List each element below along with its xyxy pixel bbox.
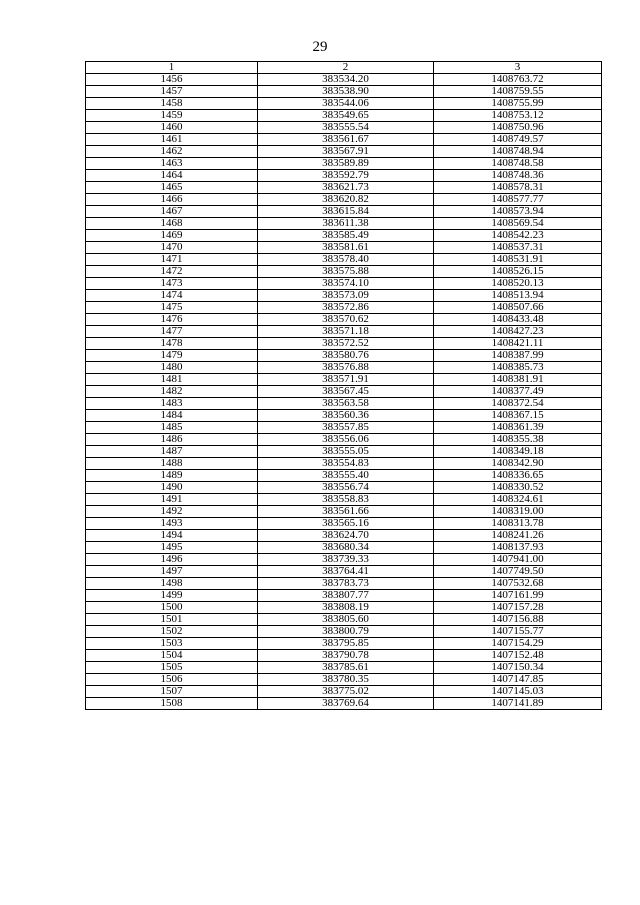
x-coordinate-cell: 383571.91 bbox=[258, 374, 434, 386]
point-number-cell: 1482 bbox=[86, 386, 258, 398]
coordinates-table bbox=[85, 61, 602, 710]
table-row bbox=[86, 146, 602, 158]
point-number-cell: 1483 bbox=[86, 398, 258, 410]
y-coordinate-cell: 1408361.39 bbox=[434, 422, 602, 434]
point-number-cell: 1505 bbox=[86, 662, 258, 674]
x-coordinate-cell: 383592.79 bbox=[258, 170, 434, 182]
x-coordinate-cell: 383578.40 bbox=[258, 254, 434, 266]
point-number-cell: 1474 bbox=[86, 290, 258, 302]
y-coordinate-cell: 1407154.29 bbox=[434, 638, 602, 650]
table-header-row bbox=[86, 62, 602, 74]
point-number-cell: 1458 bbox=[86, 98, 258, 110]
y-coordinate-cell: 1408372.54 bbox=[434, 398, 602, 410]
table-row bbox=[86, 362, 602, 374]
table-row bbox=[86, 578, 602, 590]
point-number-cell: 1465 bbox=[86, 182, 258, 194]
x-coordinate-cell: 383785.61 bbox=[258, 662, 434, 674]
table-row bbox=[86, 98, 602, 110]
table-row bbox=[86, 194, 602, 206]
page-number: 29 bbox=[312, 39, 328, 55]
x-coordinate-cell: 383807.77 bbox=[258, 590, 434, 602]
y-coordinate-cell: 1408755.99 bbox=[434, 98, 602, 110]
point-number-cell: 1466 bbox=[86, 194, 258, 206]
x-coordinate-cell: 383567.45 bbox=[258, 386, 434, 398]
x-coordinate-cell: 383808.19 bbox=[258, 602, 434, 614]
x-coordinate-cell: 383780.35 bbox=[258, 674, 434, 686]
y-coordinate-cell: 1408748.36 bbox=[434, 170, 602, 182]
table-row bbox=[86, 434, 602, 446]
y-coordinate-cell: 1408753.12 bbox=[434, 110, 602, 122]
y-coordinate-cell: 1407152.48 bbox=[434, 650, 602, 662]
table-row bbox=[86, 482, 602, 494]
table-row bbox=[86, 218, 602, 230]
table-row bbox=[86, 602, 602, 614]
point-number-cell: 1502 bbox=[86, 626, 258, 638]
y-coordinate-cell: 1408137.93 bbox=[434, 542, 602, 554]
table-row bbox=[86, 662, 602, 674]
y-coordinate-cell: 1408367.15 bbox=[434, 410, 602, 422]
table-body bbox=[86, 74, 602, 710]
point-number-cell: 1462 bbox=[86, 146, 258, 158]
point-number-cell: 1472 bbox=[86, 266, 258, 278]
x-coordinate-cell: 383800.79 bbox=[258, 626, 434, 638]
x-coordinate-cell: 383764.41 bbox=[258, 566, 434, 578]
y-coordinate-cell: 1408433.48 bbox=[434, 314, 602, 326]
point-number-cell: 1487 bbox=[86, 446, 258, 458]
table-row bbox=[86, 230, 602, 242]
table-row bbox=[86, 242, 602, 254]
point-number-cell: 1480 bbox=[86, 362, 258, 374]
x-coordinate-cell: 383611.38 bbox=[258, 218, 434, 230]
x-coordinate-cell: 383621.73 bbox=[258, 182, 434, 194]
y-coordinate-cell: 1408573.94 bbox=[434, 206, 602, 218]
table-row bbox=[86, 110, 602, 122]
x-coordinate-cell: 383572.86 bbox=[258, 302, 434, 314]
table-row bbox=[86, 386, 602, 398]
y-coordinate-cell: 1408377.49 bbox=[434, 386, 602, 398]
y-coordinate-cell: 1408569.54 bbox=[434, 218, 602, 230]
y-coordinate-cell: 1407749.50 bbox=[434, 566, 602, 578]
x-coordinate-cell: 383795.85 bbox=[258, 638, 434, 650]
x-coordinate-cell: 383680.34 bbox=[258, 542, 434, 554]
y-coordinate-cell: 1408759.55 bbox=[434, 86, 602, 98]
table-row bbox=[86, 314, 602, 326]
point-number-cell: 1461 bbox=[86, 134, 258, 146]
y-coordinate-cell: 1408381.91 bbox=[434, 374, 602, 386]
table-row bbox=[86, 374, 602, 386]
y-coordinate-cell: 1407155.77 bbox=[434, 626, 602, 638]
point-number-cell: 1464 bbox=[86, 170, 258, 182]
x-coordinate-cell: 383783.73 bbox=[258, 578, 434, 590]
point-number-cell: 1459 bbox=[86, 110, 258, 122]
y-coordinate-cell: 1408749.57 bbox=[434, 134, 602, 146]
y-coordinate-cell: 1407150.34 bbox=[434, 662, 602, 674]
x-coordinate-cell: 383580.76 bbox=[258, 350, 434, 362]
y-coordinate-cell: 1408355.38 bbox=[434, 434, 602, 446]
y-coordinate-cell: 1408537.31 bbox=[434, 242, 602, 254]
x-coordinate-cell: 383563.58 bbox=[258, 398, 434, 410]
table-row bbox=[86, 338, 602, 350]
x-coordinate-cell: 383620.82 bbox=[258, 194, 434, 206]
x-coordinate-cell: 383567.91 bbox=[258, 146, 434, 158]
table-row bbox=[86, 410, 602, 422]
point-number-cell: 1504 bbox=[86, 650, 258, 662]
y-coordinate-cell: 1408342.90 bbox=[434, 458, 602, 470]
x-coordinate-cell: 383573.09 bbox=[258, 290, 434, 302]
point-number-cell: 1485 bbox=[86, 422, 258, 434]
y-coordinate-cell: 1408542.23 bbox=[434, 230, 602, 242]
x-coordinate-cell: 383544.06 bbox=[258, 98, 434, 110]
table-row bbox=[86, 398, 602, 410]
y-coordinate-cell: 1408313.78 bbox=[434, 518, 602, 530]
x-coordinate-cell: 383555.54 bbox=[258, 122, 434, 134]
y-coordinate-cell: 1407156.88 bbox=[434, 614, 602, 626]
point-number-cell: 1477 bbox=[86, 326, 258, 338]
x-coordinate-cell: 383538.90 bbox=[258, 86, 434, 98]
table-row bbox=[86, 590, 602, 602]
table-row bbox=[86, 674, 602, 686]
y-coordinate-cell: 1407941.00 bbox=[434, 554, 602, 566]
point-number-cell: 1479 bbox=[86, 350, 258, 362]
y-coordinate-cell: 1408531.91 bbox=[434, 254, 602, 266]
point-number-cell: 1494 bbox=[86, 530, 258, 542]
point-number-cell: 1457 bbox=[86, 86, 258, 98]
table-row bbox=[86, 158, 602, 170]
table-row bbox=[86, 122, 602, 134]
point-number-cell: 1478 bbox=[86, 338, 258, 350]
y-coordinate-cell: 1408427.23 bbox=[434, 326, 602, 338]
x-coordinate-cell: 383739.33 bbox=[258, 554, 434, 566]
table-row bbox=[86, 206, 602, 218]
x-coordinate-cell: 383560.36 bbox=[258, 410, 434, 422]
y-coordinate-cell: 1407161.99 bbox=[434, 590, 602, 602]
x-coordinate-cell: 383555.05 bbox=[258, 446, 434, 458]
y-coordinate-cell: 1408507.66 bbox=[434, 302, 602, 314]
table-row bbox=[86, 506, 602, 518]
x-coordinate-cell: 383561.67 bbox=[258, 134, 434, 146]
y-coordinate-cell: 1408520.13 bbox=[434, 278, 602, 290]
point-number-cell: 1476 bbox=[86, 314, 258, 326]
point-number-cell: 1495 bbox=[86, 542, 258, 554]
point-number-cell: 1496 bbox=[86, 554, 258, 566]
point-number-cell: 1507 bbox=[86, 686, 258, 698]
x-coordinate-cell: 383805.60 bbox=[258, 614, 434, 626]
table-row bbox=[86, 74, 602, 86]
table-row bbox=[86, 254, 602, 266]
x-coordinate-cell: 383558.83 bbox=[258, 494, 434, 506]
point-number-cell: 1488 bbox=[86, 458, 258, 470]
x-coordinate-cell: 383589.89 bbox=[258, 158, 434, 170]
point-number-cell: 1506 bbox=[86, 674, 258, 686]
table-row bbox=[86, 698, 602, 710]
y-coordinate-cell: 1408513.94 bbox=[434, 290, 602, 302]
y-coordinate-cell: 1408578.31 bbox=[434, 182, 602, 194]
x-coordinate-cell: 383775.02 bbox=[258, 686, 434, 698]
point-number-cell: 1491 bbox=[86, 494, 258, 506]
x-coordinate-cell: 383790.78 bbox=[258, 650, 434, 662]
x-coordinate-cell: 383585.49 bbox=[258, 230, 434, 242]
point-number-cell: 1486 bbox=[86, 434, 258, 446]
x-coordinate-cell: 383534.20 bbox=[258, 74, 434, 86]
point-number-cell: 1499 bbox=[86, 590, 258, 602]
point-number-cell: 1471 bbox=[86, 254, 258, 266]
table-row bbox=[86, 566, 602, 578]
point-number-cell: 1463 bbox=[86, 158, 258, 170]
x-coordinate-cell: 383554.83 bbox=[258, 458, 434, 470]
y-coordinate-cell: 1408387.99 bbox=[434, 350, 602, 362]
table-row bbox=[86, 458, 602, 470]
point-number-cell: 1503 bbox=[86, 638, 258, 650]
x-coordinate-cell: 383561.66 bbox=[258, 506, 434, 518]
y-coordinate-cell: 1408241.26 bbox=[434, 530, 602, 542]
table-row bbox=[86, 470, 602, 482]
table-row bbox=[86, 530, 602, 542]
table-row bbox=[86, 614, 602, 626]
y-coordinate-cell: 1407147.85 bbox=[434, 674, 602, 686]
point-number-cell: 1497 bbox=[86, 566, 258, 578]
x-coordinate-cell: 383572.52 bbox=[258, 338, 434, 350]
y-coordinate-cell: 1408748.94 bbox=[434, 146, 602, 158]
x-coordinate-cell: 383555.40 bbox=[258, 470, 434, 482]
x-coordinate-cell: 383615.84 bbox=[258, 206, 434, 218]
table-row bbox=[86, 134, 602, 146]
point-number-cell: 1484 bbox=[86, 410, 258, 422]
table-row bbox=[86, 626, 602, 638]
point-number-cell: 1456 bbox=[86, 74, 258, 86]
x-coordinate-cell: 383576.88 bbox=[258, 362, 434, 374]
y-coordinate-cell: 1408526.15 bbox=[434, 266, 602, 278]
table-row bbox=[86, 686, 602, 698]
point-number-cell: 1470 bbox=[86, 242, 258, 254]
point-number-cell: 1492 bbox=[86, 506, 258, 518]
point-number-cell: 1489 bbox=[86, 470, 258, 482]
x-coordinate-cell: 383575.88 bbox=[258, 266, 434, 278]
y-coordinate-cell: 1408349.18 bbox=[434, 446, 602, 458]
table-row bbox=[86, 266, 602, 278]
y-coordinate-cell: 1408763.72 bbox=[434, 74, 602, 86]
table-row bbox=[86, 86, 602, 98]
y-coordinate-cell: 1408324.61 bbox=[434, 494, 602, 506]
column-header-3: 3 bbox=[434, 62, 602, 74]
table-row bbox=[86, 302, 602, 314]
x-coordinate-cell: 383769.64 bbox=[258, 698, 434, 710]
point-number-cell: 1475 bbox=[86, 302, 258, 314]
y-coordinate-cell: 1408385.73 bbox=[434, 362, 602, 374]
table-row bbox=[86, 542, 602, 554]
point-number-cell: 1490 bbox=[86, 482, 258, 494]
table-row bbox=[86, 170, 602, 182]
point-number-cell: 1481 bbox=[86, 374, 258, 386]
y-coordinate-cell: 1407157.28 bbox=[434, 602, 602, 614]
point-number-cell: 1469 bbox=[86, 230, 258, 242]
point-number-cell: 1460 bbox=[86, 122, 258, 134]
table-row bbox=[86, 650, 602, 662]
x-coordinate-cell: 383565.16 bbox=[258, 518, 434, 530]
x-coordinate-cell: 383574.10 bbox=[258, 278, 434, 290]
table-row bbox=[86, 494, 602, 506]
point-number-cell: 1473 bbox=[86, 278, 258, 290]
x-coordinate-cell: 383556.74 bbox=[258, 482, 434, 494]
y-coordinate-cell: 1408319.00 bbox=[434, 506, 602, 518]
table-row bbox=[86, 446, 602, 458]
x-coordinate-cell: 383557.85 bbox=[258, 422, 434, 434]
y-coordinate-cell: 1408330.52 bbox=[434, 482, 602, 494]
table-row bbox=[86, 518, 602, 530]
table-row bbox=[86, 422, 602, 434]
x-coordinate-cell: 383581.61 bbox=[258, 242, 434, 254]
column-header-1: 1 bbox=[86, 62, 258, 74]
x-coordinate-cell: 383624.70 bbox=[258, 530, 434, 542]
y-coordinate-cell: 1408421.11 bbox=[434, 338, 602, 350]
table-row bbox=[86, 182, 602, 194]
table-row bbox=[86, 350, 602, 362]
point-number-cell: 1498 bbox=[86, 578, 258, 590]
y-coordinate-cell: 1407145.03 bbox=[434, 686, 602, 698]
y-coordinate-cell: 1408750.96 bbox=[434, 122, 602, 134]
y-coordinate-cell: 1407141.89 bbox=[434, 698, 602, 710]
table-row bbox=[86, 278, 602, 290]
y-coordinate-cell: 1408336.65 bbox=[434, 470, 602, 482]
point-number-cell: 1501 bbox=[86, 614, 258, 626]
table-row bbox=[86, 554, 602, 566]
point-number-cell: 1467 bbox=[86, 206, 258, 218]
x-coordinate-cell: 383570.62 bbox=[258, 314, 434, 326]
y-coordinate-cell: 1407532.68 bbox=[434, 578, 602, 590]
x-coordinate-cell: 383556.06 bbox=[258, 434, 434, 446]
point-number-cell: 1493 bbox=[86, 518, 258, 530]
y-coordinate-cell: 1408577.77 bbox=[434, 194, 602, 206]
table-row bbox=[86, 326, 602, 338]
x-coordinate-cell: 383571.18 bbox=[258, 326, 434, 338]
point-number-cell: 1500 bbox=[86, 602, 258, 614]
column-header-2: 2 bbox=[258, 62, 434, 74]
table-row bbox=[86, 290, 602, 302]
x-coordinate-cell: 383549.65 bbox=[258, 110, 434, 122]
y-coordinate-cell: 1408748.58 bbox=[434, 158, 602, 170]
table-row bbox=[86, 638, 602, 650]
point-number-cell: 1508 bbox=[86, 698, 258, 710]
point-number-cell: 1468 bbox=[86, 218, 258, 230]
